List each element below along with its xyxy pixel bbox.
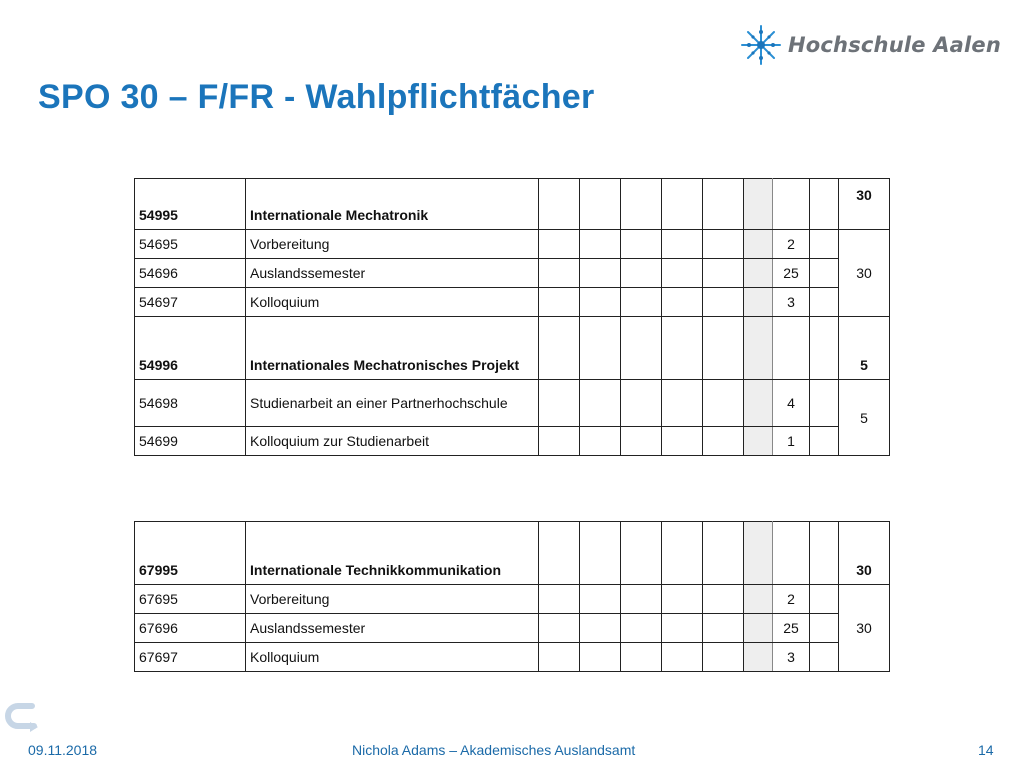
table-row	[135, 288, 890, 317]
module-code: 54995	[135, 179, 246, 230]
group-total-cell: 30	[839, 230, 890, 317]
table-row	[135, 585, 890, 614]
hochschule-aalen-logo	[736, 22, 1006, 68]
credit-cell	[773, 317, 810, 380]
credit-cell	[773, 522, 810, 585]
module-name: Internationale Mechatronik	[246, 179, 539, 230]
total-cell: 30	[839, 179, 890, 230]
module-code: 54996	[135, 317, 246, 380]
module-table-mechatronik	[134, 178, 890, 456]
logo-text: Hochschule Aalen	[788, 33, 1002, 57]
credit-cell: 2	[773, 585, 810, 614]
module-code: 54696	[135, 259, 246, 288]
module-code: 54695	[135, 230, 246, 259]
footer-date: 09.11.2018	[28, 742, 98, 758]
module-name: Auslandssemester	[246, 259, 539, 288]
module-name: Auslandssemester	[246, 614, 539, 643]
module-code: 67697	[135, 643, 246, 672]
module-code: 67995	[135, 522, 246, 585]
module-code: 54698	[135, 380, 246, 427]
credit-cell	[773, 179, 810, 230]
module-name: Kolloquium zur Studienarbeit	[246, 427, 539, 456]
page-title: SPO 30 – F/FR - Wahlpflichtfächer	[38, 78, 595, 116]
module-name: Kolloquium	[246, 643, 539, 672]
credit-cell: 2	[773, 230, 810, 259]
table-row	[135, 643, 890, 672]
credit-cell: 25	[773, 614, 810, 643]
total-cell: 30	[839, 522, 890, 585]
table-row	[135, 522, 890, 585]
credit-cell: 3	[773, 288, 810, 317]
credit-cell: 25	[773, 259, 810, 288]
module-name: Vorbereitung	[246, 585, 539, 614]
credit-cell: 3	[773, 643, 810, 672]
table-row	[135, 614, 890, 643]
credit-cell: 4	[773, 380, 810, 427]
total-cell: 5	[839, 317, 890, 380]
credit-cell: 1	[773, 427, 810, 456]
table-row	[135, 380, 890, 427]
page-number: 14	[978, 742, 994, 758]
module-code: 67695	[135, 585, 246, 614]
star-logo-icon	[736, 22, 786, 68]
module-name: Vorbereitung	[246, 230, 539, 259]
module-code: 67696	[135, 614, 246, 643]
table-row	[135, 427, 890, 456]
module-code: 54699	[135, 427, 246, 456]
table-row	[135, 230, 890, 259]
group-total-cell: 30	[839, 585, 890, 672]
module-name: Studienarbeit an einer Partnerhochschule	[246, 380, 539, 427]
table-row	[135, 259, 890, 288]
footer-presenter: Nichola Adams – Akademisches Auslandsamt	[352, 742, 636, 758]
module-code: 54697	[135, 288, 246, 317]
group-total-cell: 5	[839, 380, 890, 456]
module-name: Internationale Technikkommunikation	[246, 522, 539, 585]
module-name: Internationales Mechatronisches Projekt	[246, 317, 539, 380]
table-row	[135, 317, 890, 380]
module-name: Kolloquium	[246, 288, 539, 317]
module-table-technikkommunikation	[134, 521, 890, 672]
back-arrow-icon[interactable]	[4, 700, 40, 736]
table-row	[135, 179, 890, 230]
